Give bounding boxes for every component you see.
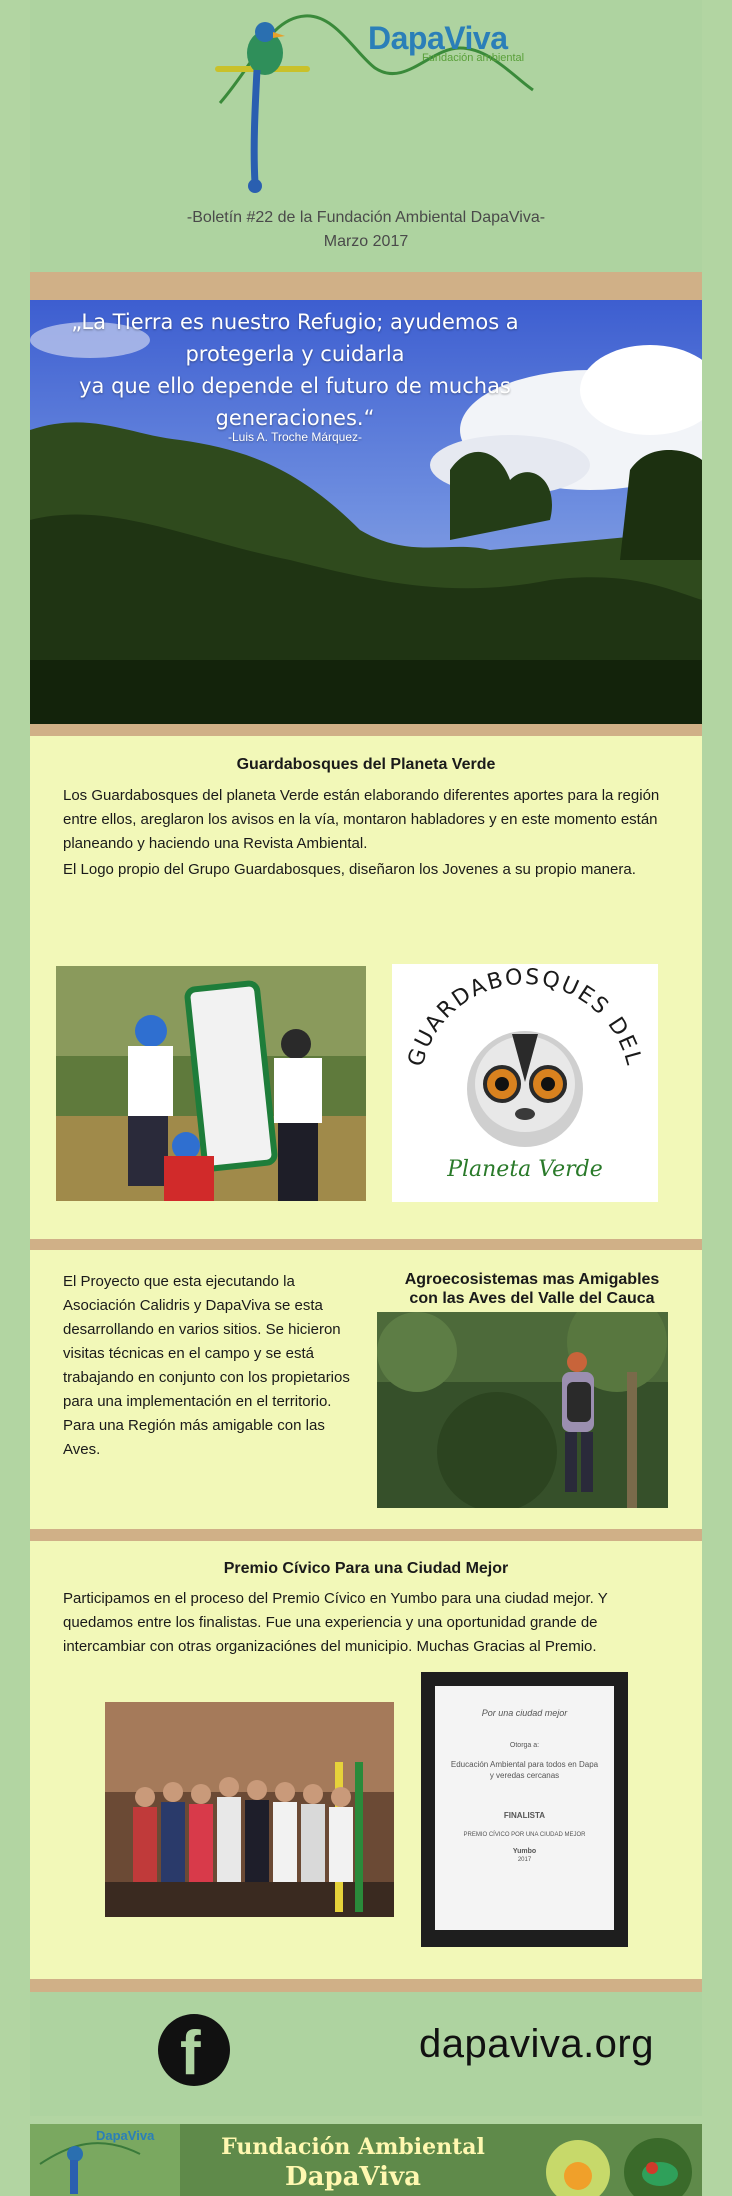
quote-line-2: protegerla y cuidarla bbox=[185, 342, 405, 366]
logo-bottom-text: Planeta Verde bbox=[447, 1157, 603, 1182]
plaque-premio: PREMIO CÍVICO POR UNA CIUDAD MEJOR bbox=[463, 1832, 586, 1838]
plaque-category: FINALISTA bbox=[503, 1811, 546, 1820]
divider bbox=[30, 724, 702, 736]
quote-author: -Luis A. Troche Márquez- bbox=[227, 430, 363, 444]
award-group-photo bbox=[105, 1702, 394, 1917]
banner-title bbox=[208, 2132, 498, 2192]
section-title: Premio Cívico Para una Ciudad Mejor bbox=[223, 1560, 509, 1577]
section-title: Guardabosques del Planeta Verde bbox=[236, 756, 496, 773]
hero-quote bbox=[30, 306, 560, 434]
title-line-2: con las Aves del Valle del Cauca bbox=[409, 1290, 655, 1307]
banner-title-line-1: Fundación Ambiental bbox=[221, 2134, 485, 2160]
plaque-otorga: Otorga a: bbox=[509, 1742, 540, 1749]
quote-line-3: ya que ello depende el futuro de muchas bbox=[79, 374, 511, 398]
award-plaque bbox=[435, 1686, 614, 1930]
section-title bbox=[372, 1270, 692, 1308]
quote-line-1: „La Tierra es nuestro Refugio; ayudemos a bbox=[71, 310, 519, 334]
plaque-recipient: Educación Ambiental para todos en Dapa y veredas cercanas bbox=[450, 1760, 599, 1780]
divider bbox=[30, 1529, 702, 1541]
guardabosques-photo bbox=[56, 966, 366, 1201]
divider bbox=[30, 1239, 702, 1250]
quote-line-4: generaciones.“ bbox=[215, 406, 375, 430]
brand-name: DapaViva bbox=[368, 20, 508, 56]
header bbox=[30, 0, 702, 272]
plaque-city: Yumbo bbox=[512, 1848, 537, 1855]
bottom-banner bbox=[30, 2124, 702, 2196]
premio-section bbox=[30, 1541, 702, 1979]
footer bbox=[30, 1992, 702, 2116]
divider bbox=[30, 272, 702, 300]
section-paragraph: Participamos en el proceso del Premio Cívico en Yumbo para una ciudad mejor. Y quedamos entre los finalistas. Fue una experiencia y una oportunidad grande de intercambiar con otras organizaciónes del municipio. Muchas Gracias al Premio. bbox=[63, 1590, 608, 1655]
section-paragraph: El Proyecto que esta ejecutando la Asociación Calidris y DapaViva se esta desarrollando en varios sitios. Se hicieron visitas técnicas en el campo y se está trabajando en conjunto con los propietarios para una implementación en el territorio. Para una Región más amigable con las Aves. bbox=[63, 1273, 350, 1458]
guardabosques-section bbox=[30, 736, 702, 1239]
facebook-glyph: f bbox=[180, 2019, 201, 2088]
award-plaque-photo bbox=[421, 1672, 628, 1947]
facebook-icon[interactable] bbox=[158, 2014, 230, 2086]
plaque-year: 2017 bbox=[517, 1857, 532, 1863]
brand-subtitle: Fundación ambiental bbox=[422, 52, 525, 64]
plaque-title: Por una ciudad mejor bbox=[481, 1708, 568, 1718]
banner-title-line-2: DapaViva bbox=[285, 2162, 421, 2192]
bulletin-line-2: Marzo 2017 bbox=[323, 233, 409, 250]
divider bbox=[30, 1979, 702, 1992]
section-paragraph: Los Guardabosques del planeta Verde están elaborando diferentes aportes para la región entre ellos, areglaron los avisos en la vía, montaron habladores y en este momento están planeando y haciendo una Revista Ambiental. bbox=[63, 787, 660, 852]
title-line-1: Agroecosistemas mas Amigables bbox=[404, 1271, 660, 1288]
hero-image bbox=[30, 300, 702, 724]
forest-hike-photo bbox=[377, 1312, 668, 1508]
banner-brand: DapaViva bbox=[96, 2128, 155, 2143]
section-paragraph: El Logo propio del Grupo Guardabosques, diseñaron los Jovenes a su propio manera. bbox=[63, 861, 636, 878]
logo-arc-text: GUARDABOSQUES DEL bbox=[403, 964, 647, 1070]
bulletin-heading bbox=[30, 206, 702, 254]
website-link[interactable]: dapaviva.org bbox=[418, 2022, 654, 2066]
guardabosques-logo bbox=[392, 964, 658, 1202]
bulletin-line-1: -Boletín #22 de la Fundación Ambiental DapaViva- bbox=[186, 209, 546, 226]
agroecosistemas-section bbox=[30, 1250, 702, 1529]
